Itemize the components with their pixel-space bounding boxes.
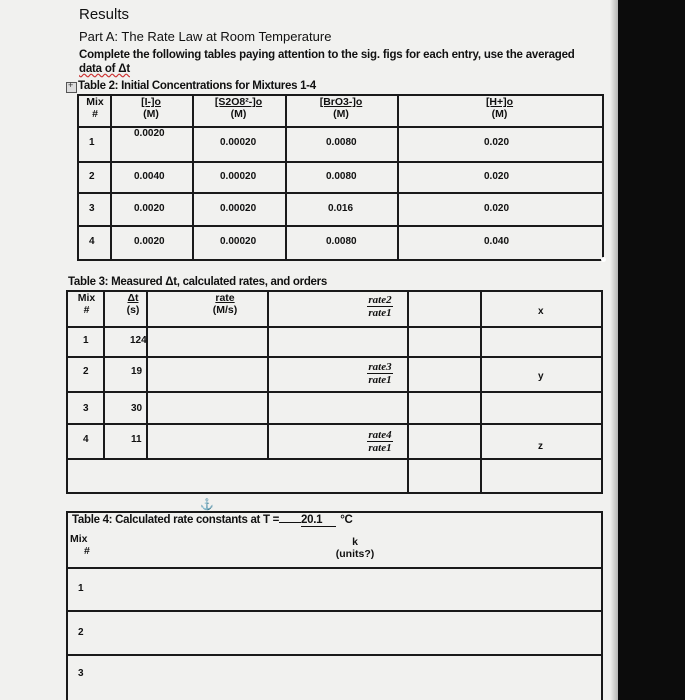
table3-caption: Table 3: Measured Δt, calculated rates, and orders [68,276,327,288]
rate-ratio-2-1: rate2 rate1 [368,294,392,319]
table3-col-rate: rate (M/s) [212,292,238,316]
mix-number: 3 [78,668,84,679]
bromate-value[interactable]: 0.0080 [326,236,357,247]
table2-col-persulfate: [S2O8²-]o (M) [214,96,263,120]
table3-col-mix: Mix # [77,292,96,316]
hydrogen-value[interactable]: 0.020 [484,171,510,182]
iodide-value[interactable]: 0.0020 [134,203,165,214]
delta-t-value[interactable]: 19 [131,366,143,377]
table4-caption: Table 4: Calculated rate constants at T = 20.1 °C [72,514,353,526]
hydrogen-value[interactable]: 0.020 [484,137,510,148]
instructions-line-1: Complete the following tables paying attention to the sig. figs for each entry, use the averaged [79,49,575,61]
order-x: x [538,306,544,317]
table2-col-bromate: [BrO3-]o (M) [319,96,363,120]
persulfate-value[interactable]: 0.00020 [220,236,257,247]
mix-number: 4 [89,236,95,247]
bromate-value[interactable]: 0.016 [328,203,354,214]
instructions-line-2: data of Δt [79,63,130,75]
iodide-value[interactable]: 0.0020 [134,236,165,247]
table2-col-iodide: [I-]o (M) [141,96,161,120]
page-edge-shadow [610,0,618,700]
iodide-value[interactable]: 0.0020 [134,128,165,139]
results-heading: Results [79,6,130,23]
part-a-title: Part A: The Rate Law at Room Temperature [79,29,332,44]
table3-col-delta-t: Δt (s) [126,292,140,316]
table4-col-k: k (units?) [335,536,375,560]
delta-t-value[interactable]: 124 [130,335,147,346]
mix-number: 4 [83,434,89,445]
table2-col-hydrogen: [H+]o (M) [485,96,514,120]
bromate-value[interactable]: 0.0080 [326,137,357,148]
mix-number: 1 [83,335,89,346]
persulfate-value[interactable]: 0.00020 [220,137,257,148]
mix-number: 3 [89,203,95,214]
order-y: y [538,371,544,382]
persulfate-value[interactable]: 0.00020 [220,203,257,214]
persulfate-value[interactable]: 0.00020 [220,171,257,182]
delta-t-value[interactable]: 30 [131,403,143,414]
table-move-handle-icon[interactable] [66,82,77,93]
bromate-value[interactable]: 0.0080 [326,171,357,182]
hydrogen-value[interactable]: 0.020 [484,203,510,214]
temperature-value[interactable]: 20.1 [301,514,336,527]
mix-number: 2 [83,366,89,377]
rate-ratio-4-1: rate4 rate1 [368,429,392,454]
rate-ratio-3-1: rate3 rate1 [368,361,392,386]
anchor-icon: ⚓ [200,499,214,511]
mix-number: 1 [78,583,84,594]
table4-col-mix: Mix # [70,533,90,557]
mix-number: 1 [89,137,95,148]
delta-t-value[interactable]: 11 [131,434,142,445]
hydrogen-value[interactable]: 0.040 [484,236,510,247]
iodide-value[interactable]: 0.0040 [134,171,165,182]
order-z: z [538,441,543,452]
mix-number: 2 [89,171,95,182]
table2-col-mix: Mix # [86,96,104,120]
mix-number: 2 [78,627,84,638]
mix-number: 3 [83,403,89,414]
table2-caption: Table 2: Initial Concentrations for Mixtures 1-4 [78,80,316,92]
